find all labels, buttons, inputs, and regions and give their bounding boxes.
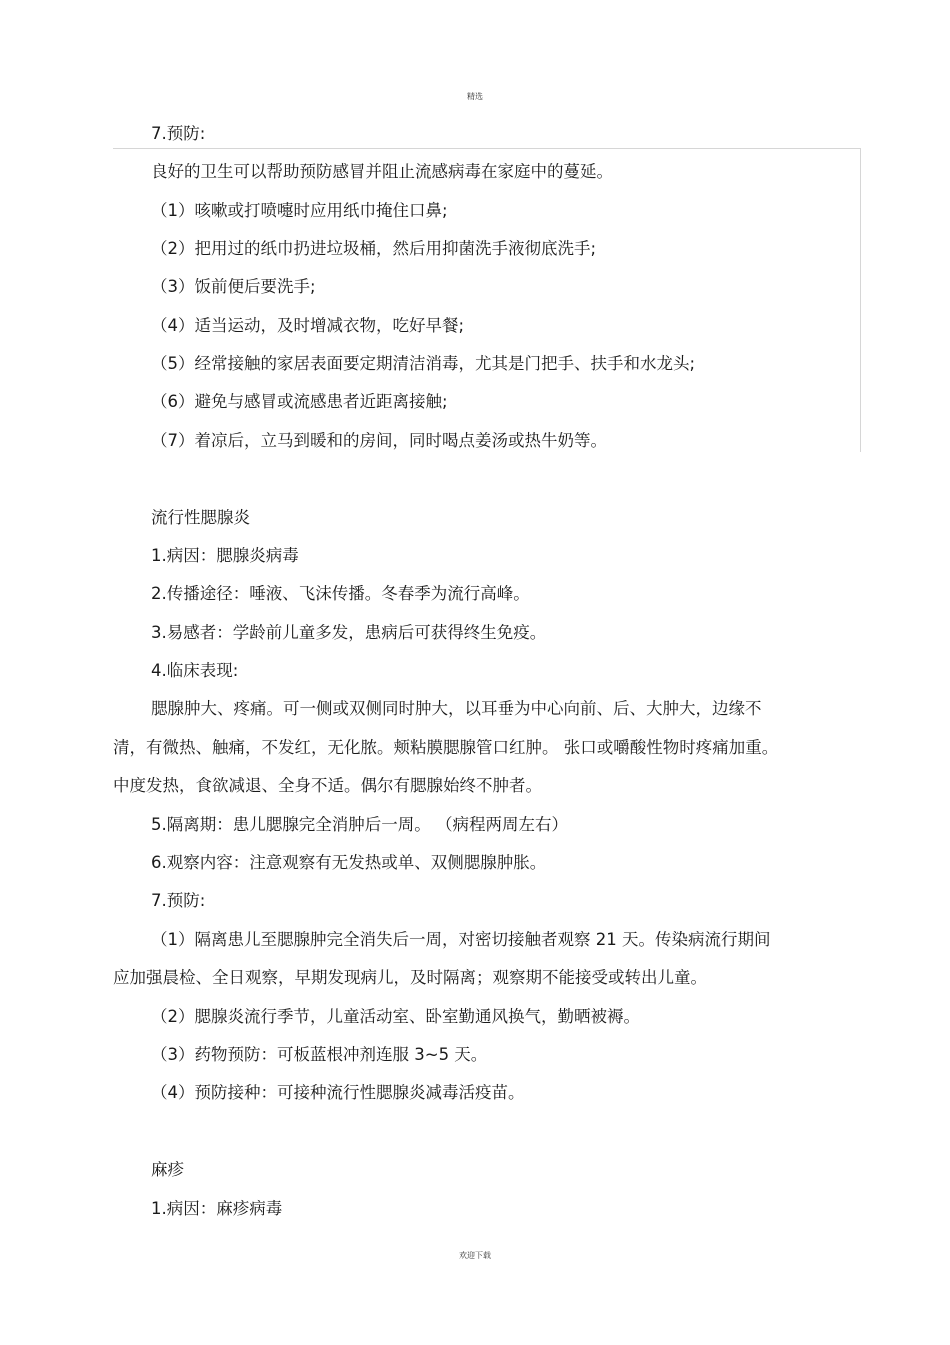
flu-prevention-item: （7）着凉后，立马到暖和的房间，同时喝点姜汤或热牛奶等。 [151, 431, 607, 450]
measles-cause: 1.病因：麻疹病毒 [151, 1199, 283, 1218]
mumps-clinical-heading: 4.临床表现: [151, 661, 239, 680]
page-header: 精选 [467, 92, 483, 101]
mumps-clinical-line: 清，有微热、触痛，不发红，无化脓。颊粘膜腮腺管口红肿。 张口或嚼酸性物时疼痛加重。 [113, 738, 779, 757]
page-footer: 欢迎下载 [459, 1251, 491, 1260]
mumps-prevention-line: 应加强晨检、全日观察，早期发现病儿，及时隔离；观察期不能接受或转出儿童。 [113, 968, 707, 987]
flu-prevention-item: （2）把用过的纸巾扔进垃圾桶，然后用抑菌洗手液彻底洗手; [151, 239, 597, 258]
flu-prevention-item: （3）饭前便后要洗手; [151, 277, 316, 296]
mumps-title: 流行性腮腺炎 [151, 508, 250, 527]
mumps-clinical-line: 中度发热，食欲减退、全身不适。偶尔有腮腺始终不肿者。 [113, 776, 542, 795]
mumps-observation: 6.观察内容：注意观察有无发热或单、双侧腮腺肿胀。 [151, 853, 547, 872]
mumps-prevention-line: （3）药物预防：可板蓝根冲剂连服 3~5 天。 [151, 1045, 488, 1064]
flu-prevention-intro: 良好的卫生可以帮助预防感冒并阻止流感病毒在家庭中的蔓延。 [151, 162, 613, 181]
mumps-prevention-heading: 7.预防: [151, 891, 206, 910]
flu-prevention-item: （1）咳嗽或打喷嚏时应用纸巾掩住口鼻; [151, 201, 448, 220]
mumps-cause: 1.病因：腮腺炎病毒 [151, 546, 299, 565]
mumps-clinical-line: 腮腺肿大、疼痛。可一侧或双侧同时肿大，以耳垂为中心向前、后、大肿大，边缘不 [151, 699, 762, 718]
flu-prevention-item: （5）经常接触的家居表面要定期清洁消毒，尤其是门把手、扶手和水龙头; [151, 354, 696, 373]
mumps-transmission: 2.传播途径：唾液、飞沫传播。冬春季为流行高峰。 [151, 584, 530, 603]
mumps-susceptible: 3.易感者：学龄前儿童多发，患病后可获得终生免疫。 [151, 623, 547, 642]
measles-title: 麻疹 [151, 1160, 184, 1179]
flu-prevention-item: （4）适当运动，及时增减衣物，吃好早餐; [151, 316, 465, 335]
flu-prevention-heading: 7.预防: [151, 124, 206, 143]
mumps-prevention-line: （1）隔离患儿至腮腺肿完全消失后一周，对密切接触者观察 21 天。传染病流行期间 [151, 930, 771, 949]
mumps-prevention-line: （2）腮腺炎流行季节，儿童活动室、卧室勤通风换气，勤晒被褥。 [151, 1007, 640, 1026]
mumps-isolation: 5.隔离期：患儿腮腺完全消肿后一周。 （病程两周左右） [151, 815, 568, 834]
mumps-prevention-line: （4）预防接种：可接种流行性腮腺炎减毒活疫苗。 [151, 1083, 525, 1102]
flu-prevention-item: （6）避免与感冒或流感患者近距离接触; [151, 392, 448, 411]
